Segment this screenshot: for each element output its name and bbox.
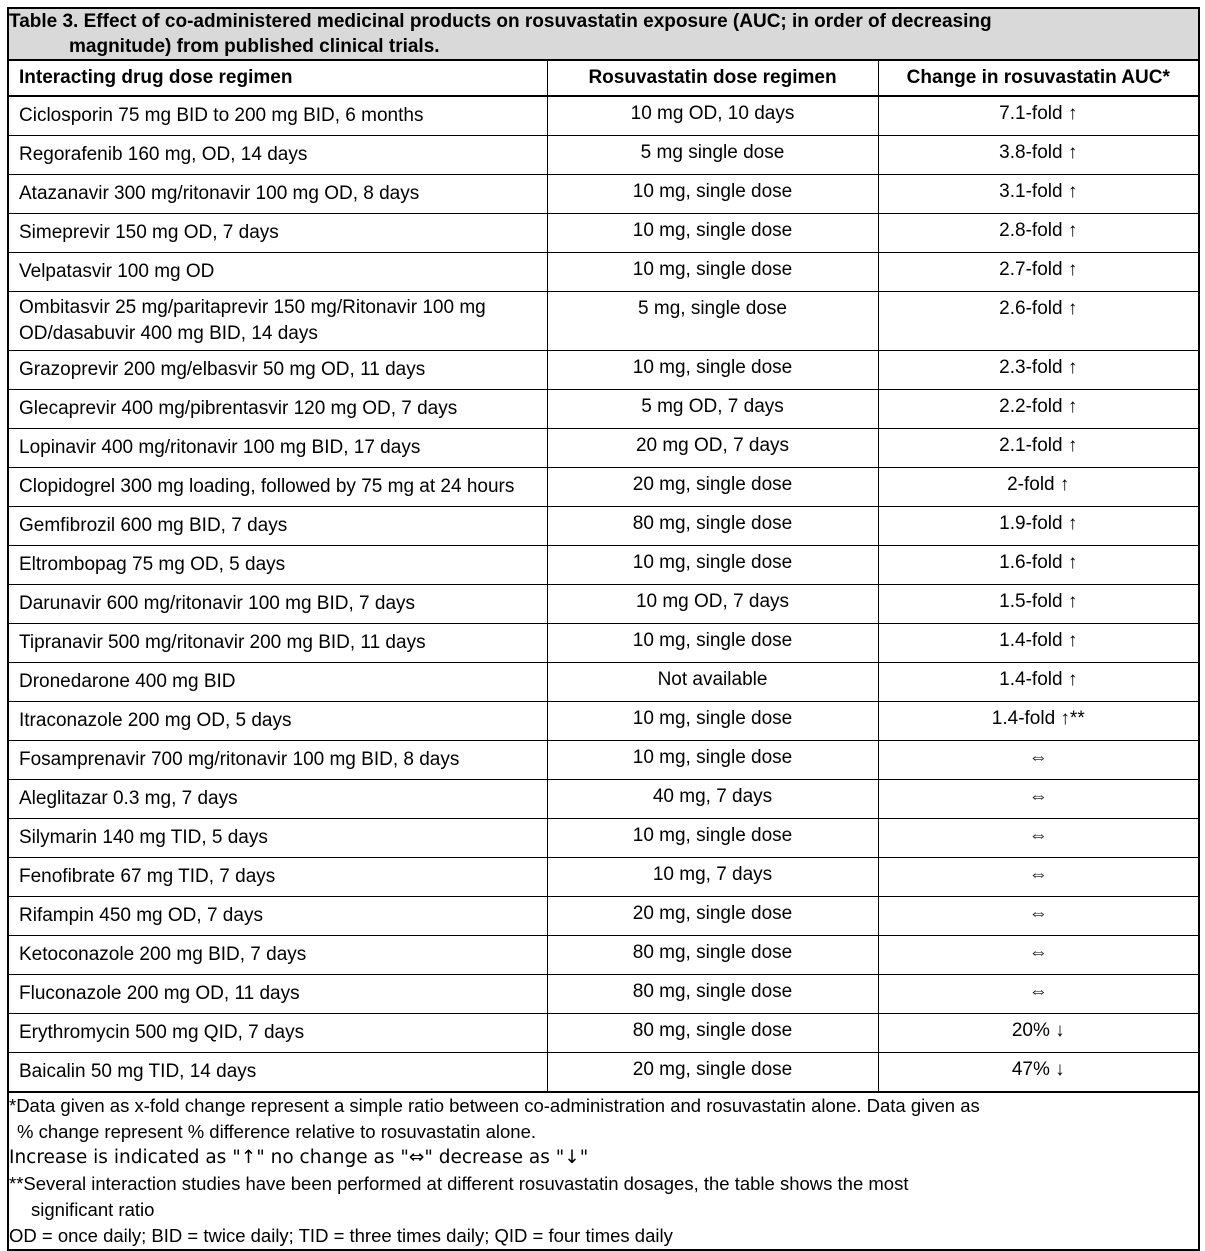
table-caption-line-1: Table 3. Effect of co-administered medicinal products on rosuvastatin exposure (AUC; in order of decreasing: [9, 11, 992, 32]
cell-auc-change: 2.1-fold ↑: [878, 429, 1199, 468]
footnote-double-asterisk-line-2: significant ratio: [31, 1199, 155, 1220]
cell-interacting-drug: Ketoconazole 200 mg BID, 7 days: [8, 936, 547, 975]
cell-auc-change: 2.3-fold ↑: [878, 351, 1199, 390]
cell-auc-change: 1.4-fold ↑: [878, 663, 1199, 702]
footnote-asterisk-line-1: *Data given as x-fold change represent a simple ratio between co-administration and rosuvastatin alone. Data given as: [9, 1095, 980, 1116]
table-row: [8, 1053, 1199, 1093]
cell-rosuvastatin-dose: 80 mg, single dose: [547, 1014, 878, 1053]
cell-auc-change: ⇔: [878, 936, 1199, 975]
cell-rosuvastatin-dose: 5 mg OD, 7 days: [547, 390, 878, 429]
cell-auc-change: 1.5-fold ↑: [878, 585, 1199, 624]
cell-interacting-drug: Lopinavir 400 mg/ritonavir 100 mg BID, 17 days: [8, 429, 547, 468]
footnote-abbreviations: OD = once daily; BID = twice daily; TID = three times daily; QID = four times daily: [9, 1225, 673, 1246]
cell-auc-change: ⇔: [878, 897, 1199, 936]
table-body: [8, 96, 1199, 1092]
cell-interacting-drug: Regorafenib 160 mg, OD, 14 days: [8, 136, 547, 175]
cell-interacting-drug: Aleglitazar 0.3 mg, 7 days: [8, 780, 547, 819]
cell-auc-change: ⇔: [878, 858, 1199, 897]
footnotes: [8, 1092, 1199, 1250]
cell-interacting-drug: Erythromycin 500 mg QID, 7 days: [8, 1014, 547, 1053]
cell-interacting-drug: Glecaprevir 400 mg/pibrentasvir 120 mg OD, 7 days: [8, 390, 547, 429]
cell-auc-change: 2.2-fold ↑: [878, 390, 1199, 429]
table-row: [8, 253, 1199, 292]
cell-auc-change: 2.7-fold ↑: [878, 253, 1199, 292]
cell-interacting-drug: Fosamprenavir 700 mg/ritonavir 100 mg BID, 8 days: [8, 741, 547, 780]
table-head: [8, 8, 1199, 96]
cell-interacting-drug: Clopidogrel 300 mg loading, followed by 75 mg at 24 hours: [8, 468, 547, 507]
cell-rosuvastatin-dose: 40 mg, 7 days: [547, 780, 878, 819]
cell-interacting-drug: Dronedarone 400 mg BID: [8, 663, 547, 702]
cell-interacting-drug: Fenofibrate 67 mg TID, 7 days: [8, 858, 547, 897]
cell-rosuvastatin-dose: 10 mg, single dose: [547, 253, 878, 292]
cell-rosuvastatin-dose: 5 mg, single dose: [547, 292, 878, 351]
cell-interacting-drug: Fluconazole 200 mg OD, 11 days: [8, 975, 547, 1014]
cell-auc-change: ⇔: [878, 780, 1199, 819]
table-caption: [8, 8, 1199, 60]
cell-rosuvastatin-dose: 10 mg OD, 7 days: [547, 585, 878, 624]
cell-interacting-drug: Baicalin 50 mg TID, 14 days: [8, 1053, 547, 1093]
column-header-interacting-drug: Interacting drug dose regimen: [8, 60, 547, 96]
cell-rosuvastatin-dose: 10 mg, single dose: [547, 175, 878, 214]
cell-rosuvastatin-dose: 10 mg, single dose: [547, 546, 878, 585]
table-row: [8, 468, 1199, 507]
table-row: [8, 663, 1199, 702]
cell-rosuvastatin-dose: 10 mg, single dose: [547, 214, 878, 253]
cell-interacting-drug: Simeprevir 150 mg OD, 7 days: [8, 214, 547, 253]
cell-rosuvastatin-dose: 5 mg single dose: [547, 136, 878, 175]
cell-auc-change: 7.1-fold ↑: [878, 96, 1199, 136]
table-row: [8, 390, 1199, 429]
cell-auc-change: 2.8-fold ↑: [878, 214, 1199, 253]
table-row: [8, 136, 1199, 175]
table-foot: [8, 1092, 1199, 1250]
table-row: [8, 975, 1199, 1014]
cell-auc-change: 47% ↓: [878, 1053, 1199, 1093]
cell-auc-change: 3.8-fold ↑: [878, 136, 1199, 175]
cell-auc-change: ⇔: [878, 741, 1199, 780]
cell-rosuvastatin-dose: 80 mg, single dose: [547, 936, 878, 975]
cell-auc-change: 1.4-fold ↑**: [878, 702, 1199, 741]
table-row: [8, 175, 1199, 214]
cell-rosuvastatin-dose: 20 mg, single dose: [547, 897, 878, 936]
table-row: [8, 897, 1199, 936]
cell-rosuvastatin-dose: 10 mg, single dose: [547, 351, 878, 390]
cell-rosuvastatin-dose: 20 mg, single dose: [547, 1053, 878, 1093]
table-row: [8, 96, 1199, 136]
cell-auc-change: 1.9-fold ↑: [878, 507, 1199, 546]
table-header-row: [8, 60, 1199, 96]
cell-interacting-drug: Atazanavir 300 mg/ritonavir 100 mg OD, 8 days: [8, 175, 547, 214]
cell-auc-change: ⇔: [878, 819, 1199, 858]
table-row: [8, 780, 1199, 819]
table-row: [8, 546, 1199, 585]
cell-interacting-drug: Ciclosporin 75 mg BID to 200 mg BID, 6 months: [8, 96, 547, 136]
table-row: [8, 1014, 1199, 1053]
cell-rosuvastatin-dose: 10 mg, 7 days: [547, 858, 878, 897]
cell-interacting-drug: Itraconazole 200 mg OD, 5 days: [8, 702, 547, 741]
table-row: [8, 741, 1199, 780]
table-row: [8, 585, 1199, 624]
cell-interacting-drug: Tipranavir 500 mg/ritonavir 200 mg BID, 11 days: [8, 624, 547, 663]
footnote-asterisk-line-2: % change represent % difference relative to rosuvastatin alone.: [17, 1121, 536, 1142]
column-header-auc-change: Change in rosuvastatin AUC*: [878, 60, 1199, 96]
cell-rosuvastatin-dose: 20 mg, single dose: [547, 468, 878, 507]
table-row: [8, 214, 1199, 253]
table-row: [8, 702, 1199, 741]
table-title-row: [8, 8, 1199, 60]
column-header-rosuvastatin-dose: Rosuvastatin dose regimen: [547, 60, 878, 96]
cell-rosuvastatin-dose: 10 mg, single dose: [547, 819, 878, 858]
cell-auc-change: ⇔: [878, 975, 1199, 1014]
cell-interacting-drug: Grazoprevir 200 mg/elbasvir 50 mg OD, 11 days: [8, 351, 547, 390]
drug-interaction-table: [7, 7, 1200, 1251]
cell-rosuvastatin-dose: 10 mg, single dose: [547, 624, 878, 663]
cell-interacting-drug: Silymarin 140 mg TID, 5 days: [8, 819, 547, 858]
cell-interacting-drug: Rifampin 450 mg OD, 7 days: [8, 897, 547, 936]
cell-rosuvastatin-dose: 10 mg, single dose: [547, 741, 878, 780]
cell-auc-change: 2.6-fold ↑: [878, 292, 1199, 351]
cell-auc-change: 20% ↓: [878, 1014, 1199, 1053]
footnotes-row: [8, 1092, 1199, 1250]
table-caption-line-2: magnitude) from published clinical trials.: [69, 36, 440, 57]
table-row: [8, 936, 1199, 975]
table-container: [7, 7, 1198, 1251]
cell-auc-change: 1.6-fold ↑: [878, 546, 1199, 585]
cell-auc-change: 3.1-fold ↑: [878, 175, 1199, 214]
cell-auc-change: 1.4-fold ↑: [878, 624, 1199, 663]
cell-rosuvastatin-dose: 10 mg, single dose: [547, 702, 878, 741]
table-row: [8, 507, 1199, 546]
cell-rosuvastatin-dose: 80 mg, single dose: [547, 507, 878, 546]
table-row: [8, 819, 1199, 858]
table-row: [8, 351, 1199, 390]
cell-interacting-drug: Gemfibrozil 600 mg BID, 7 days: [8, 507, 547, 546]
table-row: [8, 858, 1199, 897]
footnote-arrow-legend: Increase is indicated as "↑" no change as "⇔" decrease as "↓": [9, 1147, 589, 1168]
cell-rosuvastatin-dose: 10 mg OD, 10 days: [547, 96, 878, 136]
cell-rosuvastatin-dose: 80 mg, single dose: [547, 975, 878, 1014]
table-row: [8, 292, 1199, 351]
cell-rosuvastatin-dose: 20 mg OD, 7 days: [547, 429, 878, 468]
cell-interacting-drug: Darunavir 600 mg/ritonavir 100 mg BID, 7 days: [8, 585, 547, 624]
footnote-double-asterisk-line-1: **Several interaction studies have been performed at different rosuvastatin dosages, the table shows the most: [9, 1173, 909, 1194]
table-row: [8, 429, 1199, 468]
cell-interacting-drug: Eltrombopag 75 mg OD, 5 days: [8, 546, 547, 585]
cell-rosuvastatin-dose: Not available: [547, 663, 878, 702]
cell-interacting-drug: Ombitasvir 25 mg/paritaprevir 150 mg/Ritonavir 100 mg OD/dasabuvir 400 mg BID, 14 days: [8, 292, 547, 351]
table-row: [8, 624, 1199, 663]
cell-auc-change: 2-fold ↑: [878, 468, 1199, 507]
cell-interacting-drug: Velpatasvir 100 mg OD: [8, 253, 547, 292]
